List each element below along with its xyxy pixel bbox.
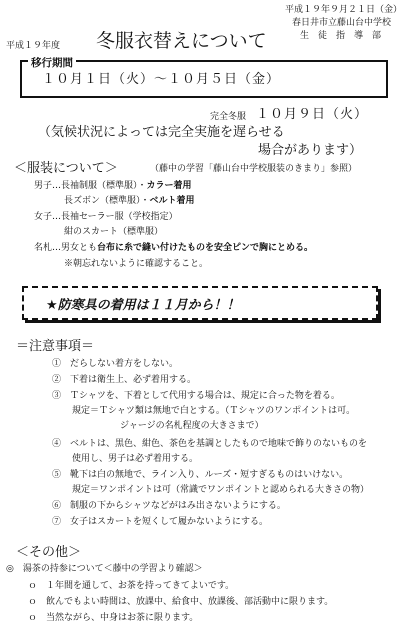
full-winter-date: １０月９日（火） [256,107,369,122]
note-item: ⑦ 女子はスカートを短くして履かないようにする。 [52,517,269,527]
clothing-heading: ＜服装について＞ [14,161,118,176]
girls-uniform-line1: 女子…長袖セーラー服（学校指定） [34,212,178,222]
note-item-5-detail: 規定＝ワンポイントは可（常識でワンポイントと認められる大きさの物） [72,485,370,495]
cold-gear-banner-text: ★防寒具の着用は１１月から！！ [46,298,240,313]
weather-note-line2: 場合があります） [258,143,363,158]
page-title: 冬服衣替えについて [96,30,267,52]
issue-date: 平成１９年９月２１日（金） [285,5,403,15]
clothing-reference: （藤中の学習「藤山台中学校服装のきまり」参照） [150,164,358,174]
cold-gear-banner [22,286,378,320]
department-name: 生 徒 指 導 部 [300,31,382,41]
note-item: ③ Ｔシャツを、下着として代用する場合は、規定に合った物を着る。 [52,391,340,401]
other-heading: ＜その他＞ [16,545,82,560]
notes-heading: ＝注意事項＝ [16,339,95,354]
tea-rule-item: ｏ １年間を通して、お茶を持ってきてよいです。 [28,581,235,591]
tea-rule-item: ｏ 当然ながら、中身はお茶に限ります。 [28,613,199,623]
name-tag-reminder: ※朝忘れないように確認すること。 [64,259,209,269]
boys-uniform-line1: 男子…長袖制服（標準服）・カラー着用 [34,181,192,191]
note-item: ② 下着は衛生上、必ず着用する。 [52,375,197,385]
note-item-3-detail2: ジャージの名札程度の大きさまで） [120,421,264,431]
weather-note-line1: （気候状況によっては完全実施を遅らせる [38,125,285,140]
note-item: ⑥ 制服の下からシャツなどがはみ出さないようにする。 [52,501,286,511]
note-item: ④ ベルトは、黒色、紺色、茶色を基調としたもので地味で飾りのないものを [52,439,368,449]
name-tag-rule: 名札…男女とも台布に糸で縫い付けたものを安全ピンで胸にとめる。 [34,243,314,253]
school-name: 春日井市立藤山台中学校 [292,18,392,28]
transition-period-label: 移行期間 [28,56,76,70]
girls-uniform-line2: 紺のスカート（標準服） [64,227,164,237]
note-item: ⑤ 靴下は白の無地で、ライン入り、ルーズ・短すぎるものはいけない。 [52,470,349,480]
boys-uniform-line2: 長ズボン（標準服）・ベルト着用 [64,196,195,206]
note-item-3-detail: 規定＝Ｔシャツ類は無地で白とする。（Ｔシャツのワンポイントは可。 [72,406,356,416]
transition-period-dates: １０月１日（火）～１０月５日（金） [42,72,281,87]
full-winter-label: 完全冬服 [210,112,247,122]
tea-rule-heading: ◎ 湯茶の持参について＜藤中の学習より確認＞ [6,564,203,574]
tea-rule-item: ｏ 飲んでもよい時間は、放課中、給食中、放課後、部活動中に限ります。 [28,597,334,607]
note-item-4-detail: 使用し、男子は必ず着用する。 [72,454,199,464]
fiscal-year: 平成１９年度 [6,41,61,51]
note-item: ① だらしない着方をしない。 [52,359,179,369]
